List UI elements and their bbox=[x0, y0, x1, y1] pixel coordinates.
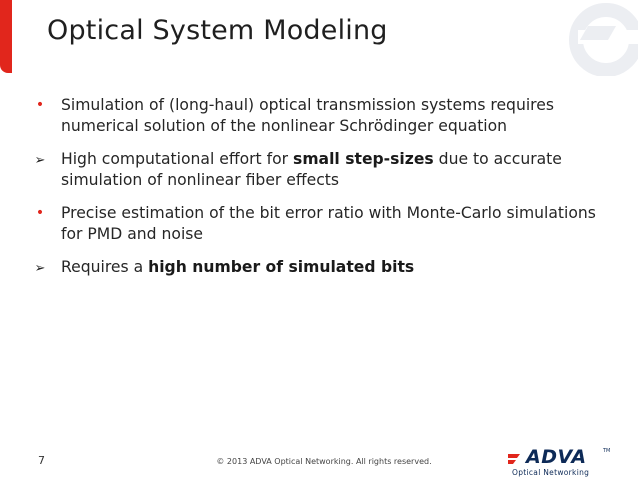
adva-logo bbox=[508, 446, 611, 477]
page-number: 7 bbox=[38, 454, 45, 467]
bullet-text: Precise estimation of the bit error ratio with Monte-Carlo simulations for PMD and noise bbox=[61, 204, 596, 243]
arrow-bullet-icon: ➢ bbox=[34, 153, 46, 168]
dot-bullet-icon: • bbox=[35, 205, 45, 221]
brand-watermark-icon bbox=[558, 0, 638, 76]
bullet-text: due to accurate simulation of nonlinear fiber effects bbox=[61, 150, 562, 189]
title-accent-bar bbox=[0, 0, 12, 73]
bullet-list bbox=[28, 95, 598, 290]
bullet-text: High computational effort for bbox=[61, 150, 294, 168]
bullet-emphasis: high number of simulated bits bbox=[148, 258, 415, 276]
bullet-text: Requires a bbox=[61, 258, 149, 276]
logo-trademark: TM bbox=[603, 448, 611, 454]
bullet-item bbox=[28, 95, 598, 137]
copyright-notice: © 2013 ADVA Optical Networking. All rights reserved. bbox=[216, 457, 432, 466]
slide-title: Optical System Modeling bbox=[47, 15, 388, 46]
dot-bullet-icon: • bbox=[35, 97, 45, 113]
bullet-item bbox=[28, 149, 598, 191]
bullet-item bbox=[28, 257, 598, 278]
logo-subtitle: Optical Networking bbox=[512, 468, 590, 477]
bullet-emphasis: small step-sizes bbox=[293, 150, 434, 168]
logo-wordmark: ADVA bbox=[526, 446, 587, 468]
bullet-item bbox=[28, 203, 598, 245]
bullet-text: Simulation of (long-haul) optical transmission systems requires numerical solution of the nonlinear Schrödinger equation bbox=[61, 96, 554, 135]
arrow-bullet-icon: ➢ bbox=[34, 261, 46, 276]
